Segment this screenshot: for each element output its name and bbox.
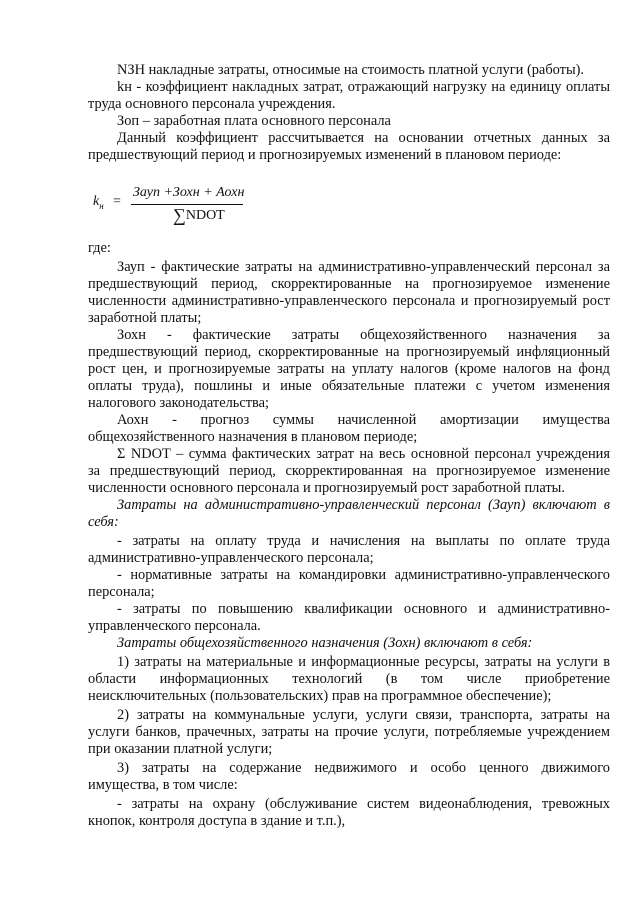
text-line: - затраты на оплату труда и начисления на выплаты по оплате труда (117, 533, 610, 549)
text-line: имущества, в том числе: (88, 777, 238, 793)
text-line: NЗН накладные затраты, относимые на стоимость платной услуги (работы). (117, 62, 584, 78)
text-line: оплаты труда), пошлины и иные обязательные платежи с учетом изменения (88, 378, 610, 394)
formula-denominator: ∑NDOT (173, 205, 225, 225)
text-line: где: (88, 240, 111, 256)
text-line: численности административно-управленческого персонала и прогнозируемый рост (88, 293, 610, 309)
text-line: за предшествующий период, скорректированная на прогнозируемое изменение (88, 463, 610, 479)
text-line: налогового законодательства; (88, 395, 269, 411)
formula-equals: = (113, 194, 121, 209)
text-line: предшествующий период, скорректированные на прогнозируемый инфляционный (88, 344, 610, 360)
text-line: кнопок, контроля доступа в здание и т.п.), (88, 813, 346, 829)
text-line: 3) затраты на содержание недвижимого и особо ценного движимого (117, 760, 610, 776)
text-line: персонала; (88, 584, 155, 600)
text-line: неисключительных (пользовательских) прав на программное обеспечение); (88, 688, 552, 704)
text-line: Затраты на административно-управленческий персонал (Зауп) включают в (117, 497, 610, 513)
text-line: 1) затраты на материальные и информационные ресурсы, затраты на услуги в (117, 654, 610, 670)
text-line: административно-управленческого персонала; (88, 550, 374, 566)
text-line: управленческого персонала. (88, 618, 261, 634)
formula-numerator: Зауп +Зохн + Аохн (133, 185, 245, 200)
text-line: предшествующий период и прогнозируемых изменений в плановом периоде: (88, 147, 562, 163)
text-line: Данный коэффициент рассчитывается на основании отчетных данных за (117, 130, 610, 146)
text-line: при оказании платной услуги; (88, 741, 273, 757)
sum-sign-icon: ∑ (173, 205, 186, 225)
text-line: - затраты по повышению квалификации основного и административно- (117, 601, 610, 617)
text-line: Зохн - фактические затраты общехозяйственного назначения за (117, 327, 610, 343)
text-line: себя: (88, 514, 119, 530)
overhead-coefficient-formula (93, 185, 273, 225)
text-line: Зауп - фактические затраты на административно-управленческий персонал за (117, 259, 610, 275)
text-line: Затраты общехозяйственного назначения (Зохн) включают в себя: (117, 635, 533, 651)
text-line: предшествующий период, скорректированные на прогнозируемое изменение (88, 276, 610, 292)
text-line: заработной платы; (88, 310, 202, 326)
text-line: услуги банков, прачечных, затраты на прочие услуги, потребляемые учреждением (88, 724, 610, 740)
text-line: Зоп – заработная плата основного персонала (117, 113, 391, 129)
text-line: общехозяйственного назначения в плановом периоде; (88, 429, 418, 445)
text-line: труда основного персонала учреждения. (88, 96, 336, 112)
text-line: Аохн - прогноз суммы начисленной амортизации имущества (117, 412, 610, 428)
text-line: рост цен, и прогнозируемые затраты на уплату налогов (кроме налогов на фонд (88, 361, 610, 377)
text-line: области информационных технологий (в том числе приобретение (88, 671, 610, 687)
text-line: kн - коэффициент накладных затрат, отражающий нагрузку на единицу оплаты (117, 79, 610, 95)
text-line: 2) затраты на коммунальные услуги, услуги связи, транспорта, затраты на (117, 707, 610, 723)
text-line: - затраты на охрану (обслуживание систем видеонаблюдения, тревожных (117, 796, 610, 812)
text-line: численности основного персонала и прогнозируемый рост заработной платы. (88, 480, 565, 496)
text-line: Σ NDOT – сумма фактических затрат на весь основной персонал учреждения (117, 446, 610, 462)
text-line: - нормативные затраты на командировки административно-управленческого (117, 567, 610, 583)
formula-lhs: $k_н$ (93, 194, 104, 211)
